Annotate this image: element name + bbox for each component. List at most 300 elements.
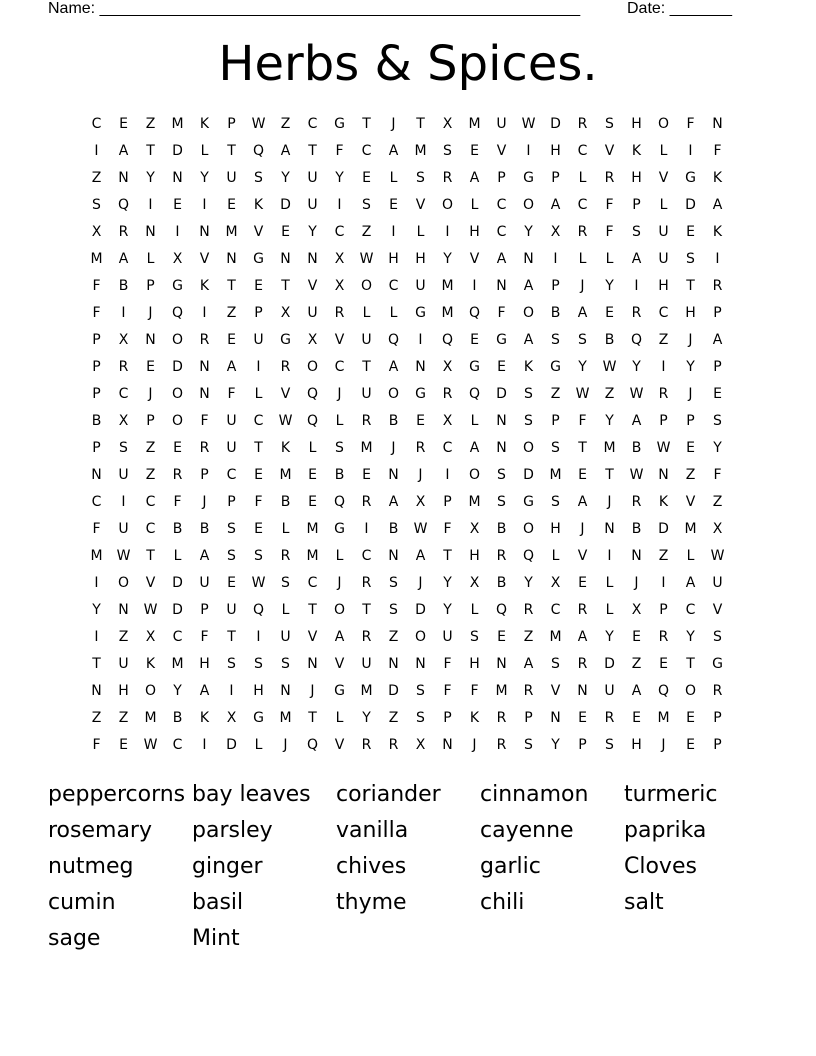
grid-letter: H	[631, 170, 642, 186]
grid-letter: N	[415, 359, 426, 375]
grid-letter: F	[443, 521, 452, 537]
grid-letter: K	[199, 278, 210, 294]
grid-letter: A	[469, 440, 480, 456]
grid-letter: W	[116, 548, 131, 564]
grid-letter: V	[685, 494, 696, 510]
word-bank-item: cinnamon	[480, 782, 589, 807]
grid-letter: Y	[578, 359, 587, 375]
grid-letter: E	[254, 521, 263, 537]
grid-letter: L	[146, 251, 155, 267]
grid-letter: Z	[145, 440, 156, 456]
grid-letter: P	[713, 710, 722, 726]
grid-letter: Y	[281, 170, 290, 186]
grid-letter: F	[92, 305, 101, 321]
grid-letter: I	[715, 251, 720, 267]
grid-letter: Q	[495, 602, 508, 618]
grid-letter: D	[172, 143, 183, 159]
grid-letter: E	[686, 440, 695, 456]
grid-letter: T	[416, 116, 425, 132]
grid-letter: Z	[388, 710, 399, 726]
grid-letter: D	[172, 602, 183, 618]
grid-letter: E	[227, 197, 236, 213]
grid-letter: U	[307, 197, 318, 213]
grid-row	[83, 435, 731, 462]
grid-letter: G	[415, 386, 426, 402]
grid-letter: Q	[468, 386, 481, 402]
grid-letter: U	[442, 629, 453, 645]
grid-letter: F	[227, 386, 236, 402]
grid-letter: Z	[604, 386, 615, 402]
grid-letter: P	[92, 359, 101, 375]
grid-letter: H	[118, 683, 129, 699]
grid-letter: N	[145, 332, 156, 348]
grid-letter: H	[550, 521, 561, 537]
grid-letter: N	[145, 224, 156, 240]
grid-letter: M	[306, 521, 319, 537]
grid-letter: L	[308, 440, 317, 456]
grid-letter: I	[364, 521, 369, 537]
grid-letter: S	[389, 602, 398, 618]
grid-letter: A	[469, 170, 480, 186]
grid-letter: I	[94, 575, 99, 591]
grid-letter: O	[306, 359, 319, 375]
grid-letter: S	[227, 548, 236, 564]
grid-letter: J	[418, 467, 423, 483]
grid-letter: B	[550, 305, 561, 321]
grid-letter: A	[388, 143, 399, 159]
grid-letter: E	[119, 116, 128, 132]
grid-letter: S	[713, 413, 722, 429]
grid-letter: G	[712, 656, 723, 672]
grid-letter: O	[684, 683, 697, 699]
word-bank-item: cumin	[48, 890, 116, 915]
date-field-label: Date: _______	[627, 0, 732, 17]
grid-letter: X	[334, 251, 345, 267]
grid-letter: X	[145, 629, 156, 645]
grid-letter: O	[522, 197, 535, 213]
grid-letter: C	[577, 197, 588, 213]
grid-letter: M	[279, 467, 292, 483]
grid-letter: Y	[713, 440, 722, 456]
grid-letter: T	[686, 278, 695, 294]
grid-letter: E	[362, 467, 371, 483]
grid-row	[83, 570, 731, 597]
grid-letter: G	[685, 170, 696, 186]
grid-letter: P	[686, 413, 695, 429]
grid-letter: K	[631, 143, 642, 159]
grid-letter: Y	[443, 602, 452, 618]
grid-letter: S	[524, 413, 533, 429]
grid-letter: R	[280, 548, 291, 564]
grid-letter: M	[279, 710, 292, 726]
word-bank-item: paprika	[624, 818, 707, 843]
grid-letter: X	[415, 737, 426, 753]
grid-letter: R	[577, 656, 588, 672]
grid-letter: A	[631, 251, 642, 267]
grid-letter: U	[658, 224, 669, 240]
grid-letter: Q	[657, 683, 670, 699]
grid-letter: E	[497, 359, 506, 375]
grid-row	[83, 651, 731, 678]
grid-letter: E	[686, 710, 695, 726]
grid-letter: H	[469, 224, 480, 240]
grid-letter: O	[387, 386, 400, 402]
grid-letter: E	[578, 575, 587, 591]
grid-letter: N	[496, 440, 507, 456]
grid-letter: H	[199, 656, 210, 672]
grid-letter: R	[712, 278, 723, 294]
grid-letter: C	[361, 548, 372, 564]
grid-letter: R	[361, 629, 372, 645]
grid-letter: F	[713, 143, 722, 159]
grid-letter: M	[495, 683, 508, 699]
grid-letter: P	[713, 359, 722, 375]
grid-letter: Z	[280, 116, 291, 132]
grid-letter: F	[578, 413, 587, 429]
grid-letter: Q	[441, 332, 454, 348]
grid-letter: L	[551, 548, 560, 564]
grid-letter: L	[335, 710, 344, 726]
grid-letter: H	[388, 251, 399, 267]
grid-letter: Y	[686, 359, 695, 375]
grid-letter: A	[712, 197, 723, 213]
grid-letter: E	[632, 710, 641, 726]
grid-letter: P	[578, 737, 587, 753]
grid-letter: X	[226, 710, 237, 726]
grid-letter: B	[388, 413, 399, 429]
grid-letter: A	[226, 359, 237, 375]
grid-letter: C	[91, 116, 102, 132]
grid-letter: K	[658, 494, 669, 510]
grid-letter: I	[661, 359, 666, 375]
grid-letter: L	[416, 224, 425, 240]
grid-letter: B	[334, 467, 345, 483]
grid-letter: U	[361, 386, 372, 402]
grid-letter: U	[226, 170, 237, 186]
grid-letter: F	[497, 305, 506, 321]
grid-letter: Q	[117, 197, 130, 213]
grid-letter: X	[280, 305, 291, 321]
grid-letter: F	[605, 224, 614, 240]
grid-letter: W	[629, 467, 644, 483]
grid-letter: Y	[605, 278, 614, 294]
grid-letter: U	[118, 521, 129, 537]
grid-letter: V	[199, 251, 210, 267]
grid-letter: L	[389, 170, 398, 186]
grid-letter: L	[335, 413, 344, 429]
grid-letter: N	[388, 548, 399, 564]
grid-letter: V	[334, 656, 345, 672]
grid-letter: C	[685, 602, 696, 618]
grid-letter: Z	[145, 467, 156, 483]
grid-letter: O	[441, 197, 454, 213]
grid-letter: Q	[306, 413, 319, 429]
grid-letter: G	[469, 359, 480, 375]
grid-letter: O	[414, 629, 427, 645]
grid-letter: J	[661, 737, 666, 753]
grid-letter: R	[658, 386, 669, 402]
grid-letter: A	[199, 548, 210, 564]
grid-letter: M	[306, 548, 319, 564]
grid-letter: L	[335, 548, 344, 564]
grid-letter: C	[361, 143, 372, 159]
grid-letter: O	[144, 683, 157, 699]
grid-letter: C	[91, 494, 102, 510]
grid-row	[83, 678, 731, 705]
grid-letter: S	[497, 467, 506, 483]
grid-letter: G	[334, 683, 345, 699]
grid-letter: C	[172, 629, 183, 645]
grid-letter: N	[307, 656, 318, 672]
grid-letter: E	[254, 467, 263, 483]
grid-letter: Q	[306, 737, 319, 753]
grid-letter: R	[280, 359, 291, 375]
grid-letter: T	[362, 116, 371, 132]
grid-letter: T	[578, 440, 587, 456]
grid-letter: T	[227, 629, 236, 645]
word-bank-item: chili	[480, 890, 525, 915]
grid-letter: A	[199, 683, 210, 699]
grid-letter: M	[684, 521, 697, 537]
grid-letter: L	[389, 305, 398, 321]
word-bank-item: chives	[336, 854, 407, 879]
grid-letter: S	[227, 521, 236, 537]
grid-letter: I	[121, 305, 126, 321]
grid-letter: G	[550, 359, 561, 375]
grid-letter: T	[308, 143, 317, 159]
grid-letter: J	[148, 305, 153, 321]
grid-letter: U	[415, 278, 426, 294]
grid-letter: W	[602, 359, 617, 375]
grid-letter: K	[199, 710, 210, 726]
grid-letter: I	[418, 332, 423, 348]
grid-letter: N	[199, 386, 210, 402]
grid-letter: L	[281, 602, 290, 618]
grid-row	[83, 624, 731, 651]
grid-letter: C	[172, 737, 183, 753]
grid-letter: E	[686, 224, 695, 240]
grid-letter: H	[631, 737, 642, 753]
grid-letter: W	[251, 575, 266, 591]
grid-letter: J	[310, 683, 315, 699]
grid-letter: M	[549, 629, 562, 645]
grid-letter: H	[253, 683, 264, 699]
grid-letter: T	[605, 467, 614, 483]
grid-letter: X	[307, 332, 318, 348]
grid-letter: V	[253, 224, 264, 240]
grid-letter: T	[146, 143, 155, 159]
grid-letter: X	[334, 278, 345, 294]
puzzle-title: Herbs & Spices.	[218, 36, 598, 92]
grid-letter: I	[526, 143, 531, 159]
grid-letter: T	[362, 359, 371, 375]
grid-letter: Y	[524, 575, 533, 591]
grid-letter: I	[391, 224, 396, 240]
grid-letter: O	[171, 386, 184, 402]
grid-letter: W	[710, 548, 725, 564]
grid-letter: S	[254, 548, 263, 564]
grid-letter: C	[658, 305, 669, 321]
grid-letter: R	[604, 170, 615, 186]
grid-letter: V	[577, 548, 588, 564]
grid-letter: G	[253, 251, 264, 267]
grid-letter: M	[171, 656, 184, 672]
grid-letter: A	[712, 332, 723, 348]
grid-letter: P	[146, 278, 155, 294]
word-bank-item: garlic	[480, 854, 541, 879]
grid-letter: Q	[171, 305, 184, 321]
grid-letter: T	[443, 548, 452, 564]
grid-letter: P	[632, 197, 641, 213]
grid-letter: E	[578, 710, 587, 726]
grid-letter: E	[362, 170, 371, 186]
grid-letter: P	[713, 737, 722, 753]
grid-letter: B	[91, 413, 102, 429]
grid-letter: I	[607, 548, 612, 564]
word-bank-item: thyme	[336, 890, 407, 915]
grid-letter: Q	[306, 386, 319, 402]
grid-letter: F	[92, 521, 101, 537]
grid-letter: A	[280, 143, 291, 159]
grid-letter: R	[118, 224, 129, 240]
grid-row	[83, 138, 731, 165]
grid-letter: E	[146, 359, 155, 375]
grid-letter: C	[307, 116, 318, 132]
grid-letter: T	[227, 278, 236, 294]
grid-letter: G	[415, 305, 426, 321]
grid-letter: Y	[308, 224, 317, 240]
grid-letter: L	[686, 548, 695, 564]
grid-letter: P	[227, 494, 236, 510]
word-bank-item: nutmeg	[48, 854, 134, 879]
grid-letter: S	[281, 656, 290, 672]
word-bank-item: basil	[192, 890, 244, 915]
grid-letter: H	[415, 251, 426, 267]
grid-row	[83, 516, 731, 543]
grid-letter: K	[469, 710, 480, 726]
grid-letter: M	[171, 116, 184, 132]
grid-letter: U	[118, 656, 129, 672]
grid-letter: X	[172, 251, 183, 267]
grid-letter: W	[575, 386, 590, 402]
grid-letter: O	[522, 440, 535, 456]
grid-letter: N	[199, 224, 210, 240]
grid-letter: A	[550, 197, 561, 213]
grid-letter: W	[629, 386, 644, 402]
grid-letter: C	[577, 143, 588, 159]
grid-letter: S	[362, 197, 371, 213]
grid-letter: E	[470, 332, 479, 348]
grid-letter: L	[362, 305, 371, 321]
grid-letter: E	[281, 224, 290, 240]
grid-letter: R	[631, 494, 642, 510]
grid-letter: O	[360, 278, 373, 294]
grid-letter: P	[497, 170, 506, 186]
grid-letter: U	[226, 602, 237, 618]
grid-letter: N	[172, 170, 183, 186]
grid-letter: M	[414, 143, 427, 159]
grid-letter: B	[172, 710, 183, 726]
grid-letter: R	[361, 737, 372, 753]
grid-letter: F	[470, 683, 479, 699]
grid-letter: E	[308, 467, 317, 483]
grid-letter: H	[469, 656, 480, 672]
grid-letter: F	[443, 656, 452, 672]
grid-letter: I	[553, 251, 558, 267]
grid-letter: L	[281, 521, 290, 537]
grid-letter: I	[202, 197, 207, 213]
grid-letter: L	[254, 386, 263, 402]
grid-letter: I	[94, 143, 99, 159]
grid-letter: V	[712, 602, 723, 618]
grid-letter: A	[415, 548, 426, 564]
grid-letter: O	[117, 575, 130, 591]
grid-letter: S	[443, 143, 452, 159]
grid-letter: Y	[632, 359, 641, 375]
grid-letter: U	[307, 170, 318, 186]
grid-row	[83, 732, 731, 759]
grid-letter: B	[199, 521, 210, 537]
word-bank	[48, 778, 768, 958]
grid-letter: L	[470, 602, 479, 618]
grid-letter: J	[472, 737, 477, 753]
grid-letter: W	[143, 737, 158, 753]
grid-letter: F	[200, 629, 209, 645]
grid-letter: G	[523, 170, 534, 186]
grid-letter: A	[577, 305, 588, 321]
grid-letter: E	[173, 440, 182, 456]
grid-letter: X	[118, 332, 129, 348]
grid-letter: J	[391, 116, 396, 132]
grid-letter: K	[253, 197, 264, 213]
grid-letter: L	[200, 143, 209, 159]
grid-letter: I	[256, 359, 261, 375]
grid-letter: A	[118, 251, 129, 267]
grid-letter: A	[523, 332, 534, 348]
grid-letter: M	[225, 224, 238, 240]
grid-letter: T	[281, 278, 290, 294]
grid-letter: S	[119, 440, 128, 456]
grid-letter: P	[551, 170, 560, 186]
grid-letter: M	[549, 467, 562, 483]
grid-letter: R	[577, 224, 588, 240]
grid-letter: L	[470, 413, 479, 429]
grid-letter: P	[713, 305, 722, 321]
grid-letter: R	[523, 683, 534, 699]
grid-letter: P	[200, 467, 209, 483]
grid-letter: S	[281, 575, 290, 591]
grid-letter: S	[524, 737, 533, 753]
grid-letter: U	[361, 332, 372, 348]
grid-letter: M	[441, 278, 454, 294]
grid-letter: N	[307, 251, 318, 267]
grid-letter: R	[388, 737, 399, 753]
grid-letter: F	[92, 278, 101, 294]
grid-letter: Y	[551, 737, 560, 753]
grid-letter: P	[92, 440, 101, 456]
grid-letter: N	[523, 251, 534, 267]
grid-letter: X	[469, 575, 480, 591]
grid-letter: C	[442, 440, 453, 456]
grid-letter: L	[659, 197, 668, 213]
grid-letter: V	[604, 143, 615, 159]
grid-letter: B	[118, 278, 129, 294]
grid-letter: Q	[468, 305, 481, 321]
grid-letter: S	[551, 656, 560, 672]
grid-letter: O	[522, 521, 535, 537]
word-bank-item: Mint	[192, 926, 240, 951]
grid-letter: E	[227, 332, 236, 348]
